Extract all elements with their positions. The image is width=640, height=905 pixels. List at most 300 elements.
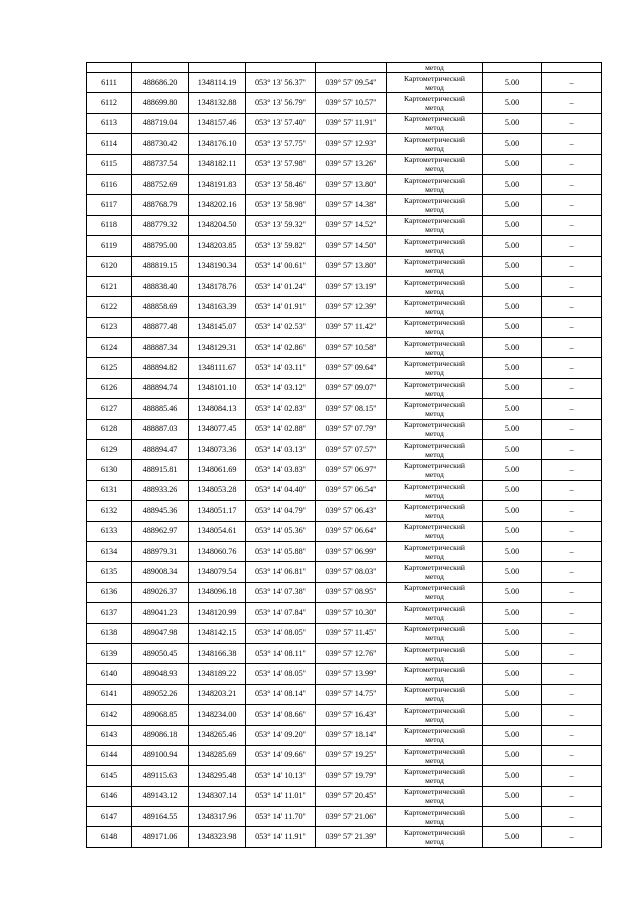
- method-cell: [387, 541, 483, 561]
- point-number-cell: 6111: [87, 73, 132, 93]
- longitude-cell: 039° 57' 09.54": [316, 73, 387, 93]
- method-line-2: метод: [425, 470, 444, 480]
- accuracy-cell: 5.00: [483, 643, 542, 663]
- method-line-2: метод: [425, 714, 444, 724]
- latitude-cell: 053° 14' 09.20": [246, 725, 316, 745]
- table-row: [87, 358, 602, 378]
- latitude-cell: 053° 13' 57.75": [246, 134, 316, 154]
- x-coordinate-cell: 488894.47: [132, 440, 189, 460]
- method-line-2: метод: [425, 510, 444, 520]
- method-line-1: Картометрический: [404, 440, 465, 450]
- method-cell: [387, 297, 483, 317]
- method-cell: [387, 786, 483, 806]
- method-cell: [387, 113, 483, 133]
- table-row: [87, 93, 602, 113]
- note-cell: –: [542, 276, 602, 296]
- method-cell: [387, 460, 483, 480]
- method-cell: [387, 378, 483, 398]
- longitude-cell: 039° 57' 18.14": [316, 725, 387, 745]
- method-line-2: метод: [425, 592, 444, 602]
- point-number-cell: 6129: [87, 440, 132, 460]
- x-coordinate-cell: 488730.42: [132, 134, 189, 154]
- method-cell: [387, 766, 483, 786]
- accuracy-cell: 5.00: [483, 807, 542, 827]
- note-cell: –: [542, 440, 602, 460]
- latitude-cell: 053° 13' 56.79": [246, 93, 316, 113]
- x-coordinate-cell: 488819.15: [132, 256, 189, 276]
- longitude-cell: 039° 57' 14.52": [316, 215, 387, 235]
- longitude-cell: 039° 57' 10.30": [316, 603, 387, 623]
- method-line-1: Картометрический: [404, 216, 465, 226]
- y-coordinate-cell: 1348190.34: [189, 256, 246, 276]
- point-number-cell: 6137: [87, 603, 132, 623]
- note-cell: –: [542, 113, 602, 133]
- coordinates-table-sheet: [86, 62, 601, 848]
- note-cell: –: [542, 338, 602, 358]
- method-line-2: метод: [425, 306, 444, 316]
- method-cell: [387, 623, 483, 643]
- longitude-cell: 039° 57' 11.45": [316, 623, 387, 643]
- accuracy-cell: 5.00: [483, 399, 542, 419]
- method-line-1: Картометрический: [404, 746, 465, 756]
- note-cell: –: [542, 215, 602, 235]
- method-line-2: метод: [425, 82, 444, 92]
- longitude-cell: 039° 57' 13.99": [316, 664, 387, 684]
- table-row: [87, 582, 602, 602]
- x-coordinate-cell: 489008.34: [132, 562, 189, 582]
- point-number-cell: 6146: [87, 786, 132, 806]
- point-number-cell: 6144: [87, 745, 132, 765]
- point-number-cell: 6142: [87, 705, 132, 725]
- x-coordinate-cell: 488877.48: [132, 317, 189, 337]
- method-cell: [387, 827, 483, 847]
- table-row: [87, 113, 602, 133]
- method-line-2: метод: [425, 694, 444, 704]
- note-cell: –: [542, 501, 602, 521]
- y-coordinate-cell: 1348203.85: [189, 236, 246, 256]
- note-cell: –: [542, 705, 602, 725]
- table-row: [87, 827, 602, 847]
- method-cell: [387, 521, 483, 541]
- y-coordinate-cell: 1348051.17: [189, 501, 246, 521]
- x-coordinate-cell: 488838.40: [132, 276, 189, 296]
- latitude-cell: 053° 13' 56.37": [246, 73, 316, 93]
- x-coordinate-cell: 488699.80: [132, 93, 189, 113]
- longitude-cell: 039° 57' 11.91": [316, 113, 387, 133]
- y-coordinate-cell: 1348054.61: [189, 521, 246, 541]
- x-coordinate-cell: 489068.85: [132, 705, 189, 725]
- note-cell: –: [542, 623, 602, 643]
- table-row: [87, 317, 602, 337]
- method-line-2: метод: [425, 674, 444, 684]
- y-coordinate-cell: 1348073.36: [189, 440, 246, 460]
- point-number-cell: 6121: [87, 276, 132, 296]
- table-row: [87, 419, 602, 439]
- note-cell: –: [542, 317, 602, 337]
- x-coordinate-cell: 488894.74: [132, 378, 189, 398]
- accuracy-cell: 5.00: [483, 541, 542, 561]
- longitude-cell: 039° 57' 14.50": [316, 236, 387, 256]
- method-line-1: Картометрический: [404, 603, 465, 613]
- method-cell: [387, 174, 483, 194]
- accuracy-cell: 5.00: [483, 521, 542, 541]
- method-line-1: Картометрический: [404, 644, 465, 654]
- header-cell: [316, 63, 387, 73]
- method-line-2: метод: [425, 755, 444, 765]
- accuracy-cell: 5.00: [483, 766, 542, 786]
- table-row: [87, 236, 602, 256]
- x-coordinate-cell: 488752.69: [132, 174, 189, 194]
- latitude-cell: 053° 14' 03.12": [246, 378, 316, 398]
- point-number-cell: 6112: [87, 93, 132, 113]
- note-cell: –: [542, 643, 602, 663]
- latitude-cell: 053° 14' 08.05": [246, 623, 316, 643]
- latitude-cell: 053° 13' 58.46": [246, 174, 316, 194]
- y-coordinate-cell: 1348295.48: [189, 766, 246, 786]
- table-row: [87, 786, 602, 806]
- longitude-cell: 039° 57' 06.97": [316, 460, 387, 480]
- method-line-1: Картометрический: [404, 726, 465, 736]
- method-cell: [387, 684, 483, 704]
- method-line-1: Картометрический: [404, 481, 465, 491]
- method-line-2: метод: [425, 388, 444, 398]
- latitude-cell: 053° 14' 02.53": [246, 317, 316, 337]
- longitude-cell: 039° 57' 06.64": [316, 521, 387, 541]
- latitude-cell: 053° 14' 01.24": [246, 276, 316, 296]
- method-line-1: Картометрический: [404, 114, 465, 124]
- y-coordinate-cell: 1348077.45: [189, 419, 246, 439]
- method-line-1: Картометрический: [404, 175, 465, 185]
- y-coordinate-cell: 1348096.18: [189, 582, 246, 602]
- latitude-cell: 053° 14' 07.84": [246, 603, 316, 623]
- y-coordinate-cell: 1348163.39: [189, 297, 246, 317]
- table-row: [87, 378, 602, 398]
- y-coordinate-cell: 1348191.83: [189, 174, 246, 194]
- latitude-cell: 053° 14' 03.83": [246, 460, 316, 480]
- y-coordinate-cell: 1348084.13: [189, 399, 246, 419]
- method-line-1: Картометрический: [404, 787, 465, 797]
- point-number-cell: 6130: [87, 460, 132, 480]
- x-coordinate-cell: 488795.00: [132, 236, 189, 256]
- method-line-1: Картометрический: [404, 318, 465, 328]
- accuracy-cell: 5.00: [483, 338, 542, 358]
- x-coordinate-cell: 489052.26: [132, 684, 189, 704]
- table-row: [87, 684, 602, 704]
- method-cell: [387, 664, 483, 684]
- table-row: [87, 643, 602, 663]
- method-line-2: метод: [425, 633, 444, 643]
- point-number-cell: 6147: [87, 807, 132, 827]
- latitude-cell: 053° 14' 08.05": [246, 664, 316, 684]
- method-line-2: метод: [425, 796, 444, 806]
- header-cell: [246, 63, 316, 73]
- method-line-1: Картометрический: [404, 73, 465, 83]
- method-line-2: метод: [425, 143, 444, 153]
- y-coordinate-cell: 1348203.21: [189, 684, 246, 704]
- x-coordinate-cell: 488979.31: [132, 541, 189, 561]
- y-coordinate-cell: 1348132.88: [189, 93, 246, 113]
- accuracy-cell: 5.00: [483, 215, 542, 235]
- method-line-1: Картометрический: [404, 807, 465, 817]
- y-coordinate-cell: 1348061.69: [189, 460, 246, 480]
- accuracy-cell: 5.00: [483, 603, 542, 623]
- accuracy-cell: 5.00: [483, 174, 542, 194]
- longitude-cell: 039° 57' 06.99": [316, 541, 387, 561]
- x-coordinate-cell: 489086.18: [132, 725, 189, 745]
- note-cell: –: [542, 684, 602, 704]
- method-cell: [387, 154, 483, 174]
- method-line-2: метод: [425, 184, 444, 194]
- point-number-cell: 6140: [87, 664, 132, 684]
- method-line-1: Картометрический: [404, 155, 465, 165]
- latitude-cell: 053° 14' 03.13": [246, 440, 316, 460]
- method-line-1: Картометрический: [404, 624, 465, 634]
- method-line-1: Картометрический: [404, 522, 465, 532]
- latitude-cell: 053° 14' 02.86": [246, 338, 316, 358]
- latitude-cell: 053° 14' 09.66": [246, 745, 316, 765]
- x-coordinate-cell: 489026.37: [132, 582, 189, 602]
- point-number-cell: 6123: [87, 317, 132, 337]
- latitude-cell: 053° 14' 02.88": [246, 419, 316, 439]
- method-line-2: метод: [425, 327, 444, 337]
- note-cell: –: [542, 73, 602, 93]
- longitude-cell: 039° 57' 10.58": [316, 338, 387, 358]
- latitude-cell: 053° 14' 03.11": [246, 358, 316, 378]
- longitude-cell: 039° 57' 06.54": [316, 480, 387, 500]
- table-row: [87, 807, 602, 827]
- longitude-cell: 039° 57' 13.19": [316, 276, 387, 296]
- accuracy-cell: 5.00: [483, 480, 542, 500]
- note-cell: –: [542, 236, 602, 256]
- point-number-cell: 6133: [87, 521, 132, 541]
- header-cell: [483, 63, 542, 73]
- x-coordinate-cell: 488945.36: [132, 501, 189, 521]
- x-coordinate-cell: 489164.55: [132, 807, 189, 827]
- method-line-1: Картометрический: [404, 277, 465, 287]
- point-number-cell: 6132: [87, 501, 132, 521]
- method-line-1: Картометрический: [404, 705, 465, 715]
- latitude-cell: 053° 14' 08.14": [246, 684, 316, 704]
- y-coordinate-cell: 1348166.38: [189, 643, 246, 663]
- x-coordinate-cell: 488887.34: [132, 338, 189, 358]
- coordinates-table: [86, 62, 602, 848]
- method-cell: [387, 215, 483, 235]
- x-coordinate-cell: 488894.82: [132, 358, 189, 378]
- accuracy-cell: 5.00: [483, 786, 542, 806]
- method-line-1: Картометрический: [404, 420, 465, 430]
- method-line-1: Картометрический: [404, 297, 465, 307]
- table-row: [87, 623, 602, 643]
- method-cell: [387, 440, 483, 460]
- table-row: [87, 562, 602, 582]
- note-cell: –: [542, 603, 602, 623]
- accuracy-cell: 5.00: [483, 460, 542, 480]
- header-cell: [542, 63, 602, 73]
- point-number-cell: 6136: [87, 582, 132, 602]
- latitude-cell: 053° 14' 00.61": [246, 256, 316, 276]
- note-cell: –: [542, 582, 602, 602]
- header-cell: [87, 63, 132, 73]
- y-coordinate-cell: 1348142.15: [189, 623, 246, 643]
- method-line-2: метод: [425, 286, 444, 296]
- accuracy-cell: 5.00: [483, 358, 542, 378]
- note-cell: –: [542, 378, 602, 398]
- table-row: [87, 725, 602, 745]
- note-cell: –: [542, 93, 602, 113]
- table-row: [87, 338, 602, 358]
- y-coordinate-cell: 1348323.98: [189, 827, 246, 847]
- point-number-cell: 6128: [87, 419, 132, 439]
- longitude-cell: 039° 57' 09.64": [316, 358, 387, 378]
- method-line-1: Картометрический: [404, 563, 465, 573]
- table-row: [87, 256, 602, 276]
- table-row: [87, 541, 602, 561]
- method-line-1: Картометрический: [404, 338, 465, 348]
- point-number-cell: 6113: [87, 113, 132, 133]
- point-number-cell: 6127: [87, 399, 132, 419]
- note-cell: –: [542, 154, 602, 174]
- point-number-cell: 6143: [87, 725, 132, 745]
- method-cell: [387, 480, 483, 500]
- point-number-cell: 6118: [87, 215, 132, 235]
- note-cell: –: [542, 297, 602, 317]
- accuracy-cell: 5.00: [483, 501, 542, 521]
- longitude-cell: 039° 57' 08.03": [316, 562, 387, 582]
- table-row: [87, 134, 602, 154]
- table-row: [87, 73, 602, 93]
- longitude-cell: 039° 57' 16.43": [316, 705, 387, 725]
- latitude-cell: 053° 14' 05.36": [246, 521, 316, 541]
- method-line-1: Картометрический: [404, 766, 465, 776]
- method-line-1: Картометрический: [404, 236, 465, 246]
- point-number-cell: 6120: [87, 256, 132, 276]
- longitude-cell: 039° 57' 21.06": [316, 807, 387, 827]
- y-coordinate-cell: 1348111.67: [189, 358, 246, 378]
- longitude-cell: 039° 57' 13.80": [316, 174, 387, 194]
- method-line-1: Картометрический: [404, 94, 465, 104]
- method-cell: [387, 358, 483, 378]
- method-line-2: метод: [425, 347, 444, 357]
- longitude-cell: 039° 57' 14.75": [316, 684, 387, 704]
- table-row: [87, 440, 602, 460]
- note-cell: –: [542, 766, 602, 786]
- longitude-cell: 039° 57' 14.38": [316, 195, 387, 215]
- longitude-cell: 039° 57' 13.80": [316, 256, 387, 276]
- longitude-cell: 039° 57' 12.39": [316, 297, 387, 317]
- method-line-2: метод: [425, 775, 444, 785]
- accuracy-cell: 5.00: [483, 93, 542, 113]
- note-cell: –: [542, 664, 602, 684]
- note-cell: –: [542, 480, 602, 500]
- method-cell: [387, 705, 483, 725]
- accuracy-cell: 5.00: [483, 378, 542, 398]
- latitude-cell: 053° 14' 04.40": [246, 480, 316, 500]
- x-coordinate-cell: 488858.69: [132, 297, 189, 317]
- method-cell: [387, 236, 483, 256]
- method-line-1: Картометрический: [404, 685, 465, 695]
- note-cell: –: [542, 807, 602, 827]
- latitude-cell: 053° 14' 07.38": [246, 582, 316, 602]
- accuracy-cell: 5.00: [483, 419, 542, 439]
- table-row: [87, 174, 602, 194]
- method-line-1: Картометрический: [404, 583, 465, 593]
- accuracy-cell: 5.00: [483, 113, 542, 133]
- accuracy-cell: 5.00: [483, 195, 542, 215]
- accuracy-cell: 5.00: [483, 623, 542, 643]
- method-cell: [387, 725, 483, 745]
- method-line-2: метод: [425, 653, 444, 663]
- longitude-cell: 039° 57' 12.93": [316, 134, 387, 154]
- latitude-cell: 053° 14' 08.66": [246, 705, 316, 725]
- table-row: [87, 501, 602, 521]
- x-coordinate-cell: 489171.06: [132, 827, 189, 847]
- latitude-cell: 053° 13' 59.82": [246, 236, 316, 256]
- method-line-1: Картометрический: [404, 828, 465, 838]
- y-coordinate-cell: 1348101.10: [189, 378, 246, 398]
- accuracy-cell: 5.00: [483, 725, 542, 745]
- y-coordinate-cell: 1348079.54: [189, 562, 246, 582]
- method-cell: [387, 501, 483, 521]
- longitude-cell: 039° 57' 08.95": [316, 582, 387, 602]
- table-row: [87, 603, 602, 623]
- method-line-2: метод: [425, 164, 444, 174]
- latitude-cell: 053° 13' 59.32": [246, 215, 316, 235]
- y-coordinate-cell: 1348317.96: [189, 807, 246, 827]
- accuracy-cell: 5.00: [483, 317, 542, 337]
- latitude-cell: 053° 14' 06.81": [246, 562, 316, 582]
- table-row: [87, 521, 602, 541]
- note-cell: –: [542, 827, 602, 847]
- table-row: [87, 480, 602, 500]
- x-coordinate-cell: 489115.63: [132, 766, 189, 786]
- header-cell: [189, 63, 246, 73]
- x-coordinate-cell: 489100.94: [132, 745, 189, 765]
- y-coordinate-cell: 1348114.19: [189, 73, 246, 93]
- y-coordinate-cell: 1348129.31: [189, 338, 246, 358]
- accuracy-cell: 5.00: [483, 256, 542, 276]
- point-number-cell: 6115: [87, 154, 132, 174]
- note-cell: –: [542, 460, 602, 480]
- table-row: [87, 154, 602, 174]
- x-coordinate-cell: 488915.81: [132, 460, 189, 480]
- longitude-cell: 039° 57' 21.39": [316, 827, 387, 847]
- latitude-cell: 053° 14' 08.11": [246, 643, 316, 663]
- method-line-2: метод: [425, 266, 444, 276]
- method-line-2: метод: [425, 123, 444, 133]
- longitude-cell: 039° 57' 07.79": [316, 419, 387, 439]
- table-row: [87, 297, 602, 317]
- latitude-cell: 053° 13' 57.98": [246, 154, 316, 174]
- point-number-cell: 6116: [87, 174, 132, 194]
- accuracy-cell: 5.00: [483, 297, 542, 317]
- accuracy-cell: 5.00: [483, 276, 542, 296]
- method-continued-text: метод: [425, 63, 444, 72]
- accuracy-cell: 5.00: [483, 236, 542, 256]
- x-coordinate-cell: 488719.04: [132, 113, 189, 133]
- latitude-cell: 053° 14' 05.88": [246, 541, 316, 561]
- note-cell: –: [542, 195, 602, 215]
- note-cell: –: [542, 786, 602, 806]
- header-cell-method: [387, 63, 483, 73]
- y-coordinate-cell: 1348157.46: [189, 113, 246, 133]
- method-cell: [387, 195, 483, 215]
- method-line-2: метод: [425, 490, 444, 500]
- note-cell: –: [542, 134, 602, 154]
- accuracy-cell: 5.00: [483, 705, 542, 725]
- y-coordinate-cell: 1348202.16: [189, 195, 246, 215]
- method-line-1: Картометрический: [404, 461, 465, 471]
- y-coordinate-cell: 1348060.76: [189, 541, 246, 561]
